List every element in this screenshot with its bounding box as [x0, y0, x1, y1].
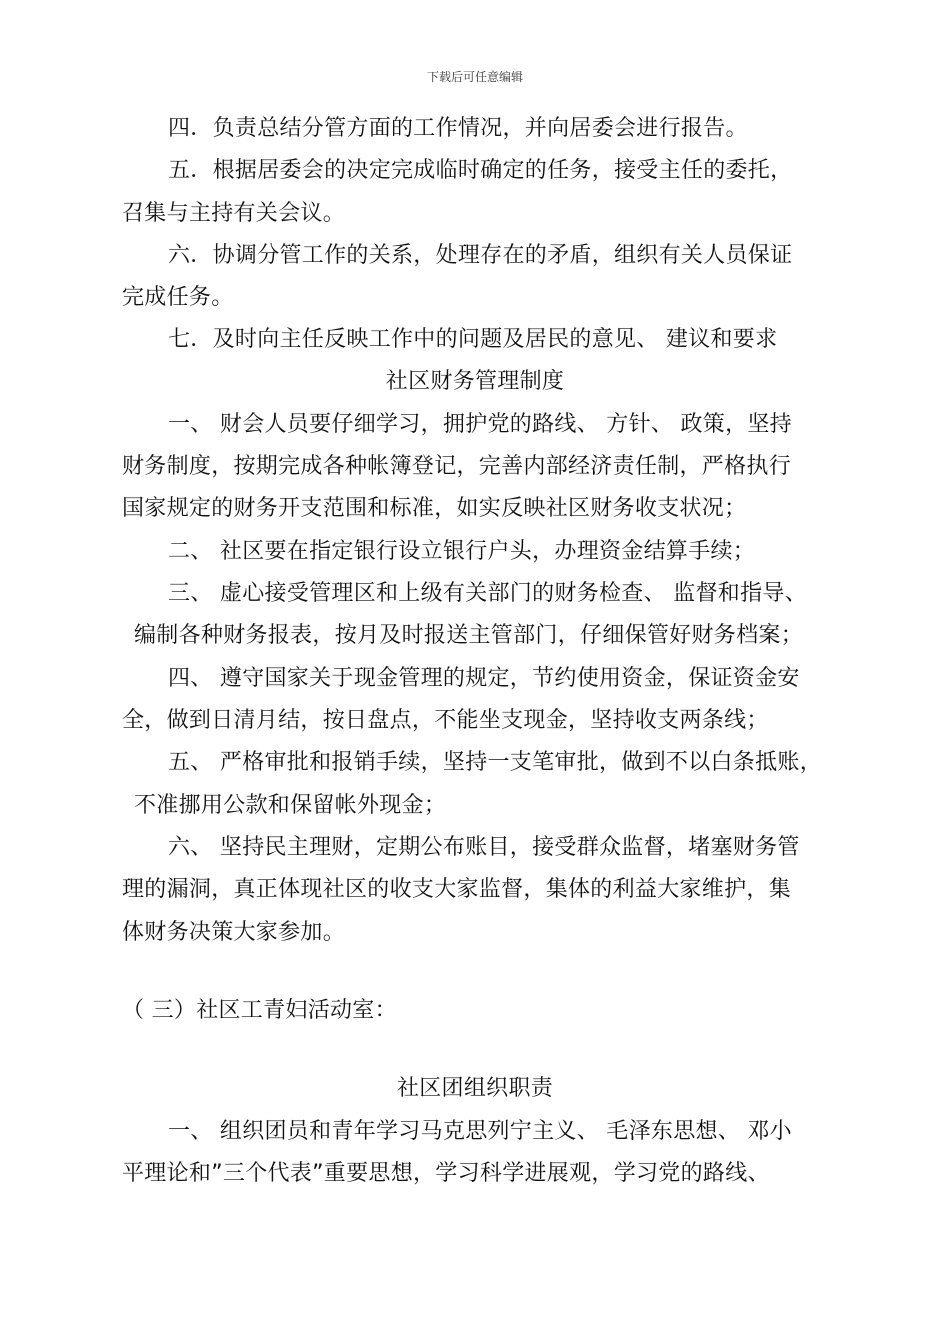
text-line: 五．根据居委会的决定完成临时确定的任务，接受主任的委托， — [168, 158, 793, 183]
text-line: 四、 遵守国家关于现金管理的规定，节约使用资金，保证资金安 — [168, 666, 800, 691]
text-line: 全，做到日清月结，按日盘点，不能坐支现金，坚持收支两条线； — [122, 708, 769, 733]
text-line: 不准挪用公款和保留帐外现金； — [134, 793, 447, 818]
text-line: 财务制度，按期完成各种帐簿登记，完善内部经济责任制，严格执行 — [122, 454, 792, 479]
text-line: 四．负责总结分管方面的工作情况，并向居委会进行报告。 — [168, 116, 748, 141]
text-line: 七．及时向主任反映工作中的问题及居民的意见、 建议和要求 — [168, 327, 778, 352]
section-title: 社区财务管理制度 — [385, 369, 565, 394]
text-line: 五、 严格审批和报销手续，坚持一支笔审批，做到不以白条抵账， — [168, 750, 822, 775]
text-line: 召集与主持有关会议。 — [122, 201, 346, 226]
section-title: 社区团组织职责 — [396, 1076, 554, 1101]
text-line: 六．协调分管工作的关系，处理存在的矛盾，组织有关人员保证 — [168, 243, 793, 268]
text-line: 国家规定的财务开支范围和标准，如实反映社区财务收支状况； — [122, 496, 747, 521]
text-line: 编制各种财务报表，按月及时报送主管部门，仔细保管好财务档案； — [134, 623, 804, 648]
subsection-heading: （ 三）社区工青妇活动室： — [122, 998, 397, 1023]
text-line: 完成任务。 — [122, 285, 234, 310]
text-line: 三、 虚心接受管理区和上级有关部门的财务检查、 监督和指导、 — [168, 581, 807, 606]
text-line: 二、 社区要在指定银行设立银行户头，办理资金结算手续； — [168, 539, 756, 564]
text-line: 一、 组织团员和青年学习马克思列宁主义、 毛泽东思想、 邓小 — [168, 1119, 792, 1144]
page-header: 下载后可任意编辑 — [426, 70, 523, 84]
text-line: 体财务决策大家参加。 — [122, 920, 346, 945]
text-line: 理的漏洞，真正体现社区的收支大家监督，集体的利益大家维护，集 — [122, 877, 792, 902]
text-line: 一、 财会人员要仔细学习，拥护党的路线、 方针、 政策，坚持 — [168, 412, 792, 437]
text-line: 平理论和”三个代表”重要思想，学习科学进展观，学习党的路线、 — [122, 1161, 770, 1186]
text-line: 六、 坚持民主理财，定期公布账目，接受群众监督，堵塞财务管 — [168, 835, 800, 860]
